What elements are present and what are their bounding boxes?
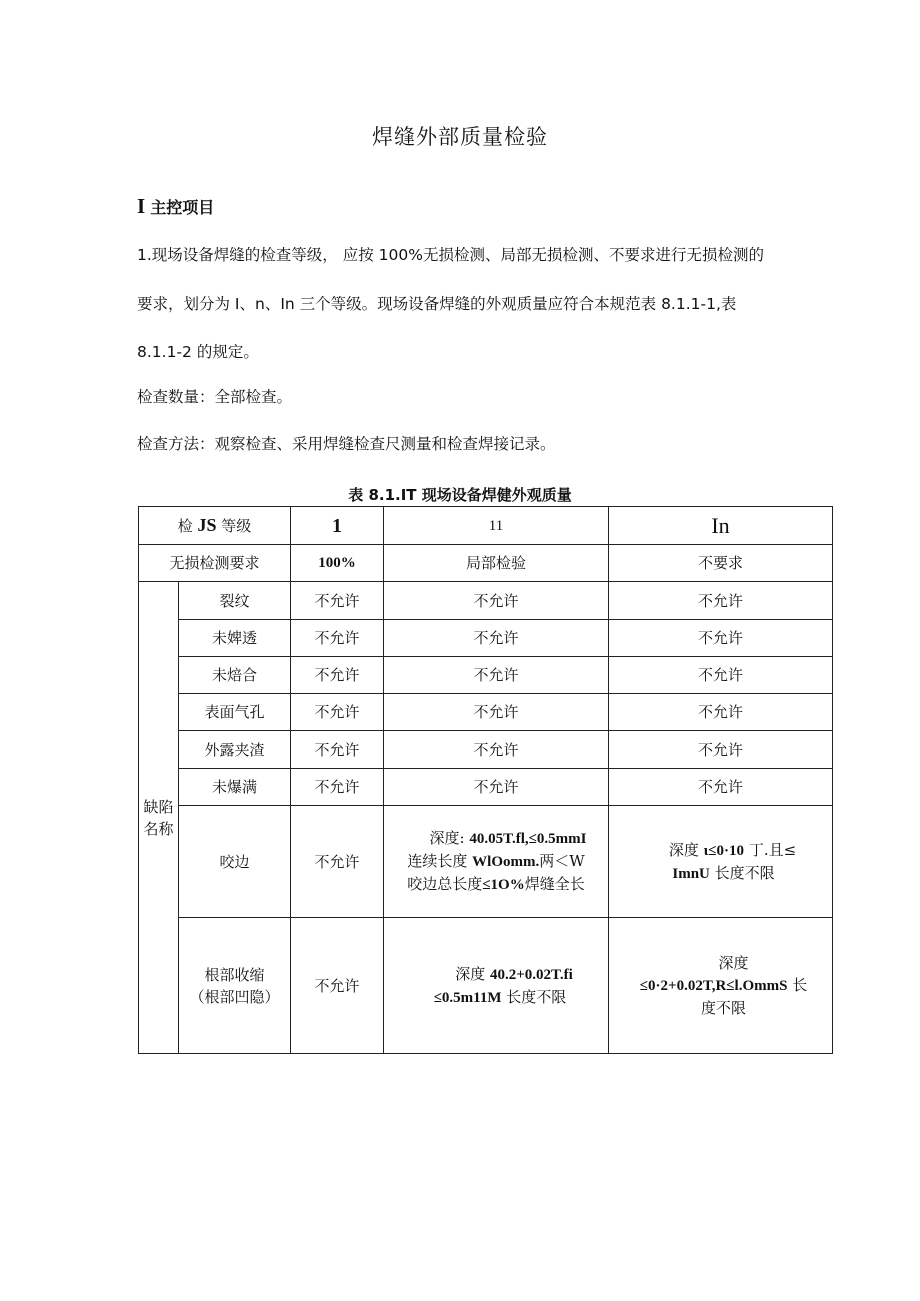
undercut-row (139, 806, 833, 918)
defect-name: 未婢透 (179, 620, 291, 657)
defect-grade-3: 不允许 (609, 620, 833, 657)
undercut-g2-total-value: ≤1O% (482, 877, 525, 893)
paragraph-inspection-quantity: 检查数量：全部检查。 (137, 388, 293, 406)
defect-grade-3: 不允许 (609, 694, 833, 731)
defect-row (139, 694, 833, 731)
table-caption: 表 8.1.IT 现场设备焊健外观质量 (348, 486, 572, 504)
paragraph-1-line-1: 1.现场设备焊缝的检查等级， 应按 100%无损检测、局部无损检测、不要求进行无损检测的 (137, 246, 764, 264)
grade-header-part-a: 检 (177, 517, 193, 535)
undercut-g3-length-label: 长度不限 (714, 863, 775, 882)
defect-grade-2: 不允许 (384, 769, 609, 806)
paragraph-inspection-method: 检查方法：观察检查、采用焊缝检查尺测量和检查焊接记录。 (137, 435, 556, 453)
defect-grade-3: 不允许 (609, 657, 833, 694)
undercut-g2-total-suffix: 焊缝全长 (524, 875, 585, 893)
undercut-g3-depth-label: 深度 (668, 840, 699, 859)
defect-row (139, 769, 833, 806)
grade-3-header: In (609, 507, 833, 545)
defect-grade-2: 不允许 (384, 657, 609, 694)
root-g3-depth-label: 深度 (718, 954, 749, 972)
root-g2-length-label: 长度不限 (506, 987, 567, 1006)
section-label: 主控项目 (150, 198, 215, 217)
defect-grade-2: 不允许 (384, 694, 609, 731)
defect-row (139, 657, 833, 694)
defect-grade-1: 不允许 (291, 657, 384, 694)
defect-group-line-1: 缺陷 (143, 797, 174, 816)
grade-1-header: 1 (291, 507, 384, 545)
defect-name: 未爆满 (179, 769, 291, 806)
undercut-name: 咬边 (179, 806, 291, 918)
defect-grade-1: 不允许 (291, 694, 384, 731)
undercut-grade-1: 不允许 (291, 806, 384, 918)
defect-grade-2: 不允许 (384, 620, 609, 657)
root-shrinkage-name-line-1: 根部收缩 (204, 965, 265, 984)
defect-row (139, 582, 833, 620)
defect-grade-3: 不允许 (609, 769, 833, 806)
grade-header-part-c: 等级 (221, 517, 252, 535)
root-g3-length-suffix: 度不限 (701, 999, 747, 1017)
undercut-g3-length-value: ImnU (672, 865, 710, 882)
ndt-grade-2: 局部检验 (384, 545, 609, 582)
defect-grade-1: 不允许 (291, 769, 384, 806)
root-g2-limit-value: ≤0.5m11M (433, 989, 502, 1006)
defect-grade-1: 不允许 (291, 620, 384, 657)
defect-group-label (139, 582, 179, 1054)
grade-header-cell (139, 507, 291, 545)
undercut-g3-depth-value: ι≤0·10 (703, 842, 745, 859)
defect-grade-1: 不允许 (291, 582, 384, 620)
page-title: 焊缝外部质量检验 (372, 125, 548, 149)
grade-header-part-b: JS (197, 515, 217, 535)
defect-row (139, 620, 833, 657)
defect-grade-3: 不允许 (609, 582, 833, 620)
weld-quality-table (138, 506, 833, 1054)
root-shrinkage-grade-1: 不允许 (291, 918, 384, 1054)
grade-2-header: 11 (384, 507, 609, 545)
root-shrinkage-name (179, 918, 291, 1054)
defect-grade-3: 不允许 (609, 731, 833, 769)
ndt-requirement-row (139, 545, 833, 582)
defect-name: 表面气孔 (179, 694, 291, 731)
ndt-grade-1: 100% (291, 545, 384, 582)
undercut-g2-depth-label: 深度: (429, 829, 465, 847)
root-shrinkage-grade-3 (609, 918, 833, 1054)
defect-name: 未焙合 (179, 657, 291, 694)
paragraph-1-line-3: 8.1.1-2 的规定。 (137, 343, 259, 361)
root-shrinkage-row (139, 918, 833, 1054)
ndt-label: 无损检测要求 (139, 545, 291, 582)
undercut-g2-continuous-label: 连续长度 (407, 852, 468, 870)
defect-name: 裂纹 (179, 582, 291, 620)
section-roman-numeral: I (137, 194, 146, 218)
root-g3-depth-value: ≤0·2+0.02T,R≤l.OmmS (639, 978, 788, 994)
undercut-g2-total-label: 咬边总长度 (407, 875, 483, 893)
defect-name: 外露夹渣 (179, 731, 291, 769)
undercut-grade-3 (609, 806, 833, 918)
root-g2-depth-value: 40.2+0.02T.fi (489, 966, 573, 983)
section-heading (137, 194, 214, 219)
defect-group-line-2: 名称 (143, 819, 174, 838)
undercut-g2-continuous-value: WlOomm. (472, 854, 540, 870)
undercut-g2-continuous-suffix: 两＜W (539, 852, 585, 870)
undercut-grade-2 (384, 806, 609, 918)
table-header-row (139, 507, 833, 545)
defect-grade-2: 不允许 (384, 582, 609, 620)
ndt-grade-3: 不要求 (609, 545, 833, 582)
defect-grade-2: 不允许 (384, 731, 609, 769)
root-g2-depth-label: 深度 (455, 964, 486, 983)
undercut-g2-depth-value: 40.05T.fl,≤0.5mmI (469, 831, 587, 847)
root-shrinkage-grade-2 (384, 918, 609, 1054)
undercut-g3-depth-suffix: 丁.且≤ (748, 840, 797, 859)
paragraph-1-line-2: 要求，划分为 I、n、In 三个等级。现场设备焊缝的外观质量应符合本规范表 8.1.1-1,表 (137, 295, 737, 313)
root-shrinkage-name-line-2: （根部凹隐） (189, 987, 280, 1006)
root-g3-length-prefix: 长 (792, 976, 808, 994)
defect-grade-1: 不允许 (291, 731, 384, 769)
defect-row (139, 731, 833, 769)
